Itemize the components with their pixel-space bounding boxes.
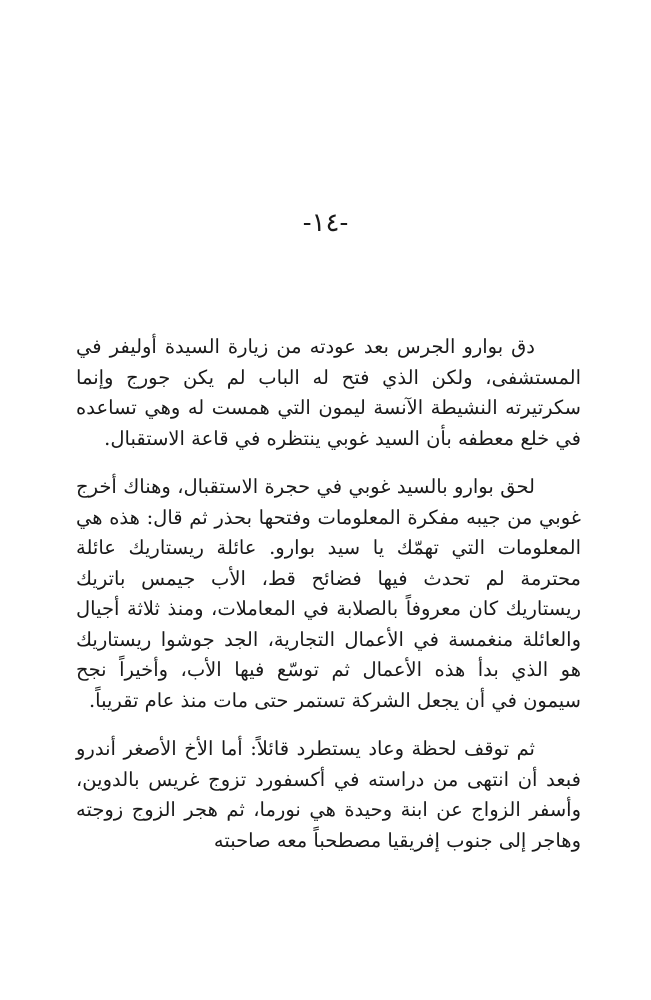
page-number: -١٤- — [302, 208, 349, 238]
paragraph-2: لحق بوارو بالسيد غوبي في حجرة الاستقبال، وهناك أخرج غوبي من جيبه مفكرة المعلومات وفتحها بحذر ثم قال: هذه هي المعلومات التي تهمّك يا سيد بوارو. عائلة ريستاريك عائلة محترمة لم تحدث فيها فضائح قط، الأب جيمس باتريك ريستاريك كان معروفاً بالصلابة في المعاملات، ومنذ ثلاثة أجيال والعائلة منغمسة في الأعمال التجارية، الجد جوشوا ريستاريك هو الذي بدأ هذه الأعمال ثم توسّع فيها الأب، وأخيراً نجح سيمون في أن يجعل الشركة تستمر حتى مات منذ عام تقريباً. — [76, 475, 581, 712]
body-text — [76, 332, 581, 856]
paragraph-1: دق بوارو الجرس بعد عودته من زيارة السيدة أوليفر في المستشفى، ولكن الذي فتح له الباب لم يكن جورج وإنما سكرتيرته النشيطة الآنسة ليمون التي همست له وهي تساعده في خلع معطفه بأن السيد غوبي ينتظره في قاعة الاستقبال. — [76, 335, 581, 450]
paragraph-3: ثم توقف لحظة وعاد يستطرد قائلاً: أما الأخ الأصغر أندرو فبعد أن انتهى من دراسته في أكسفورد تزوج غريس بالدوين، وأسفر الزواج عن ابنة وحيدة هي نورما، ثم هجر الزوج زوجته وهاجر إلى جنوب إفريقيا مصطحباً معه صاحبته — [76, 737, 581, 852]
